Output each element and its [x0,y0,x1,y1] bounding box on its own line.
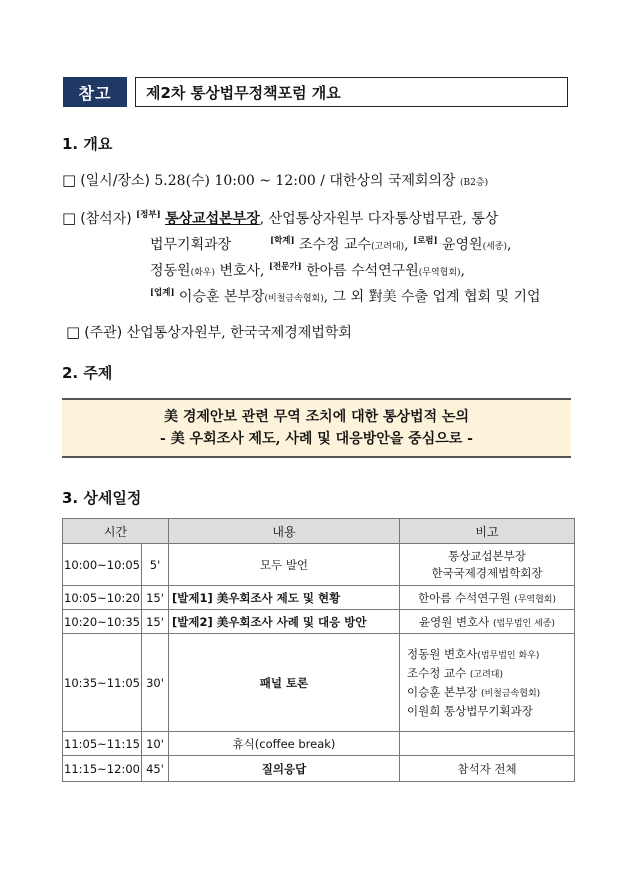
datetime-label: (일시/장소) [80,173,150,189]
attendees-line2-a: 법무기획과장 [150,237,232,253]
row-content: [발제1] 美우회조사 제도 및 현황 [169,586,400,610]
panelist [407,646,539,665]
gov-tag: [정부] [136,210,161,220]
table-row [63,610,575,634]
table-row [63,544,575,586]
panelist-aff: (고려대) [469,669,503,680]
table-row [63,586,575,610]
host-line [66,322,352,342]
checkbox-icon: □ [66,323,81,341]
row-note [400,544,575,586]
row-content: 모두 발언 [169,544,400,586]
panelist [407,665,503,684]
table-row [63,732,575,756]
table-header-row [63,519,575,544]
schedule-table [62,518,575,782]
panelist-name: 정동원 변호사 [407,646,478,661]
row-duration: 15' [142,586,169,610]
reference-tag: 참고 [63,77,127,107]
row-note-panel [400,634,575,732]
acad-tag: [학계] [270,236,295,246]
panelist-name: 이원희 통상법무기획과장 [407,703,533,718]
row-note: 참석자 전체 [400,756,575,782]
note-main: 한아름 수석연구원 [418,590,511,605]
section-1-title: 1. 개요 [62,135,113,153]
datetime-note: (B2층) [460,178,489,188]
panelist [407,684,540,703]
host-label: (주관) [84,325,123,341]
row-duration: 10' [142,732,169,756]
topic-box [62,398,571,458]
attendees-line-2: 법무기획과장 [학계] 조수정 교수(고려대), [로펌] 윤영원(세종), [150,236,512,253]
topic-line-1: 美 경제안보 관련 무역 조치에 대한 통상법적 논의 [163,409,470,425]
header-content: 내용 [169,519,400,544]
law-aff-1: (세종) [482,242,507,252]
attendees-line-3: 정동원(화우) 변호사, [전문가] 한아름 수석연구원(무역협회), [150,262,465,279]
section-2-title: 2. 주제 [62,364,113,382]
law-aff-2: (화우) [190,268,215,278]
row-time: 10:20~10:35 [63,610,142,634]
row-duration: 30' [142,634,169,732]
row-duration: 45' [142,756,169,782]
law-tag: [로펌] [413,236,438,246]
note-main: 윤영원 변호사 [418,614,490,629]
row-note [400,586,575,610]
panelist [407,703,533,720]
row-content: 패널 토론 [169,634,400,732]
row-content: 휴식(coffee break) [169,732,400,756]
host-text: 산업통상자원부, 한국국제경제법학회 [126,325,352,341]
law-role: 변호사, [219,263,265,279]
row-note [400,732,575,756]
gov-rest: , 산업통상자원부 다자통상법무관, 통상 [259,211,499,227]
law-name-2: 정동원 [150,263,191,279]
panelist-name: 조수정 교수 [407,665,467,680]
industry-tag: [업계] [150,288,175,298]
attendees-line-1 [62,208,498,228]
row-note [400,610,575,634]
row-time: 10:35~11:05 [63,634,142,732]
law-name-1: 윤영원 [442,237,483,253]
acad-aff: (고려대) [371,242,405,252]
panelist-name: 이승훈 본부장 [407,684,478,699]
row-time: 10:00~10:05 [63,544,142,586]
section-3-title: 3. 상세일정 [62,489,142,507]
datetime-text: 5.28(수) 10:00 ~ 12:00 / 대한상의 국제회의장 [154,173,456,189]
attendees-label: (참석자) [80,211,132,227]
table-row [63,756,575,782]
gov-main: 통상교섭본부장 [165,211,260,227]
note-aff: (법무법인 세종) [492,618,556,629]
attendees-line-4 [150,286,541,306]
row-content: [발제2] 美우회조사 사례 및 대응 방안 [169,610,400,634]
note-line-1: 통상교섭본부장 [448,548,526,563]
document-title: 제2차 통상법무정책포럼 개요 [135,77,568,107]
table-row [63,634,575,732]
checkbox-icon: □ [62,171,77,189]
note-aff: (무역협회) [514,594,556,605]
row-duration: 15' [142,610,169,634]
row-time: 11:15~12:00 [63,756,142,782]
expert-tag: [전문가] [268,262,302,272]
row-content: 질의응답 [169,756,400,782]
acad-name: 조수정 교수 [298,237,372,253]
row-duration: 5' [142,544,169,586]
industry-rest: , 그 외 對美 수출 업계 협회 및 기업 [323,289,541,305]
header-time: 시간 [63,519,169,544]
checkbox-icon: □ [62,209,77,227]
panelist-aff: (비철금속협회) [480,688,541,699]
expert-aff: (무역협회) [418,268,461,278]
row-time: 11:05~11:15 [63,732,142,756]
note-line-2: 한국국제경제법학회장 [431,565,543,580]
topic-line-2: - 美 우회조사 제도, 사례 및 대응방안을 중심으로 - [160,431,473,447]
expert-name: 한아름 수석연구원 [306,263,419,279]
header-note: 비고 [400,519,575,544]
row-time: 10:05~10:20 [63,586,142,610]
datetime-line [62,170,488,190]
panelist-aff: (법무법인 화우) [477,650,540,661]
industry-name: 이승훈 본부장 [178,289,265,305]
industry-aff: (비철금속협회) [264,294,324,304]
